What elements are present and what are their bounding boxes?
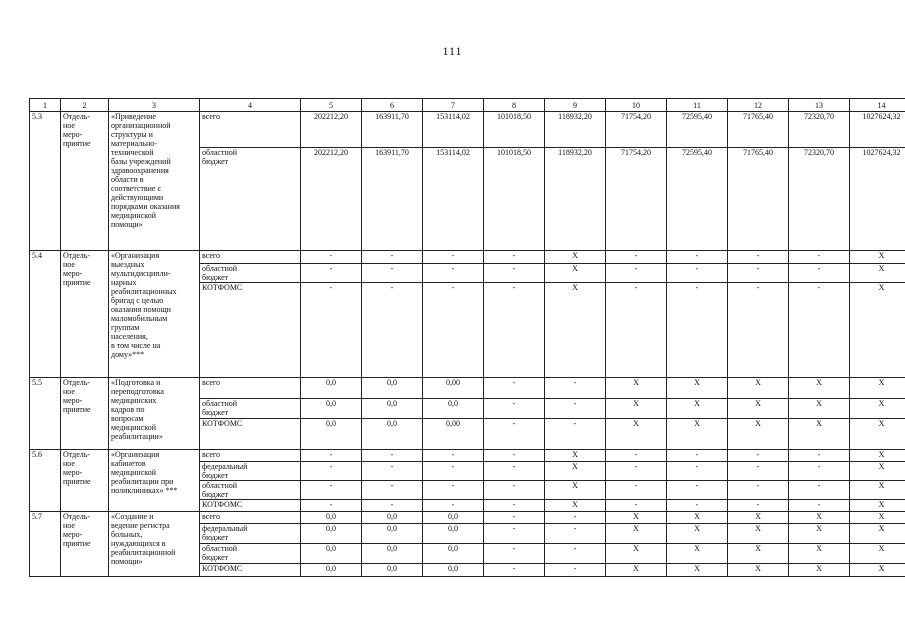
value-cell: 71765,40 bbox=[728, 148, 789, 251]
value-cell: 0,0 bbox=[423, 512, 484, 524]
value-cell: 72320,70 bbox=[789, 148, 850, 251]
value-cell: 0,0 bbox=[362, 399, 423, 419]
value-cell: X bbox=[667, 399, 728, 419]
value-cell: X bbox=[789, 564, 850, 577]
measure-description: «Организация кабинетов медицинской реабилитации при поликлиниках» *** bbox=[109, 450, 200, 512]
column-header: 1 bbox=[30, 99, 61, 112]
value-cell: - bbox=[606, 450, 667, 462]
value-cell: X bbox=[606, 378, 667, 399]
funding-source: областной бюджет bbox=[200, 399, 301, 419]
value-cell: 0,0 bbox=[362, 419, 423, 450]
value-cell: - bbox=[301, 450, 362, 462]
value-cell: - bbox=[728, 450, 789, 462]
value-cell: X bbox=[545, 251, 606, 264]
value-cell: X bbox=[850, 512, 905, 524]
value-cell: - bbox=[545, 564, 606, 577]
measure-code: 5.3 bbox=[30, 112, 61, 251]
value-cell: - bbox=[423, 283, 484, 378]
header-row bbox=[30, 99, 905, 112]
value-cell: 0,00 bbox=[423, 378, 484, 399]
value-cell: 202212,20 bbox=[301, 148, 362, 251]
value-cell: - bbox=[789, 481, 850, 500]
column-header: 8 bbox=[484, 99, 545, 112]
column-header: 3 bbox=[109, 99, 200, 112]
value-cell: - bbox=[728, 462, 789, 481]
value-cell: - bbox=[606, 283, 667, 378]
value-cell: - bbox=[728, 500, 789, 512]
value-cell: 118932,20 bbox=[545, 148, 606, 251]
column-header: 6 bbox=[362, 99, 423, 112]
value-cell: - bbox=[667, 481, 728, 500]
value-cell: - bbox=[667, 500, 728, 512]
value-cell: 0,0 bbox=[362, 524, 423, 544]
value-cell: - bbox=[423, 264, 484, 283]
funding-source: федеральный бюджет bbox=[200, 524, 301, 544]
value-cell: X bbox=[667, 544, 728, 564]
column-header: 2 bbox=[61, 99, 109, 112]
value-cell: X bbox=[728, 399, 789, 419]
value-cell: - bbox=[667, 264, 728, 283]
value-cell: - bbox=[362, 283, 423, 378]
value-cell: - bbox=[728, 481, 789, 500]
value-cell: 0,0 bbox=[423, 544, 484, 564]
value-cell: 1027624,32 bbox=[850, 112, 905, 148]
value-cell: - bbox=[423, 500, 484, 512]
column-header: 10 bbox=[606, 99, 667, 112]
table-body bbox=[30, 99, 905, 577]
column-header: 9 bbox=[545, 99, 606, 112]
funding-source: КОТФОМС bbox=[200, 564, 301, 577]
funding-source: всего bbox=[200, 512, 301, 524]
funding-source: КОТФОМС bbox=[200, 500, 301, 512]
value-cell: - bbox=[362, 264, 423, 283]
column-header: 4 bbox=[200, 99, 301, 112]
value-cell: - bbox=[484, 283, 545, 378]
value-cell: X bbox=[728, 419, 789, 450]
value-cell: X bbox=[850, 500, 905, 512]
value-cell: - bbox=[789, 462, 850, 481]
value-cell: X bbox=[606, 524, 667, 544]
value-cell: - bbox=[301, 481, 362, 500]
column-header: 5 bbox=[301, 99, 362, 112]
value-cell: - bbox=[362, 450, 423, 462]
value-cell: - bbox=[667, 462, 728, 481]
value-cell: X bbox=[545, 264, 606, 283]
value-cell: X bbox=[667, 524, 728, 544]
value-cell: - bbox=[484, 544, 545, 564]
funding-source: областной бюджет bbox=[200, 148, 301, 251]
value-cell: - bbox=[606, 500, 667, 512]
value-cell: - bbox=[301, 462, 362, 481]
value-cell: X bbox=[606, 544, 667, 564]
value-cell: 163911,70 bbox=[362, 112, 423, 148]
measure-type: Отдель- ное меро- приятие bbox=[61, 450, 109, 512]
value-cell: X bbox=[850, 450, 905, 462]
table-row bbox=[30, 512, 905, 524]
funding-source: федеральный бюджет bbox=[200, 462, 301, 481]
value-cell: - bbox=[423, 450, 484, 462]
value-cell: - bbox=[545, 399, 606, 419]
measure-description: «Создание и ведение регистра больных, нуждающихся в реабилитационной помощи» bbox=[109, 512, 200, 577]
page-number: 111 bbox=[442, 44, 463, 58]
value-cell: - bbox=[362, 462, 423, 481]
value-cell: - bbox=[301, 251, 362, 264]
value-cell: - bbox=[484, 399, 545, 419]
value-cell: X bbox=[789, 399, 850, 419]
value-cell: X bbox=[789, 512, 850, 524]
value-cell: - bbox=[728, 251, 789, 264]
value-cell: X bbox=[789, 524, 850, 544]
measure-code: 5.7 bbox=[30, 512, 61, 577]
value-cell: X bbox=[667, 564, 728, 577]
value-cell: X bbox=[850, 378, 905, 399]
funding-source: КОТФОМС bbox=[200, 283, 301, 378]
value-cell: - bbox=[484, 512, 545, 524]
value-cell: - bbox=[545, 378, 606, 399]
measure-code: 5.5 bbox=[30, 378, 61, 450]
measure-type: Отдель- ное меро- приятие bbox=[61, 378, 109, 450]
value-cell: - bbox=[484, 264, 545, 283]
value-cell: - bbox=[545, 544, 606, 564]
value-cell: 0,0 bbox=[301, 544, 362, 564]
value-cell: - bbox=[667, 450, 728, 462]
value-cell: - bbox=[789, 283, 850, 378]
value-cell: 0,0 bbox=[423, 399, 484, 419]
value-cell: 71754,20 bbox=[606, 148, 667, 251]
value-cell: 101018,50 bbox=[484, 112, 545, 148]
value-cell: - bbox=[484, 481, 545, 500]
value-cell: - bbox=[545, 512, 606, 524]
value-cell: 153114,02 bbox=[423, 112, 484, 148]
value-cell: X bbox=[850, 481, 905, 500]
measure-code: 5.4 bbox=[30, 251, 61, 378]
funding-source: КОТФОМС bbox=[200, 419, 301, 450]
measure-type: Отдель- ное меро- приятие bbox=[61, 512, 109, 577]
measure-code: 5.6 bbox=[30, 450, 61, 512]
value-cell: - bbox=[606, 264, 667, 283]
value-cell: X bbox=[850, 283, 905, 378]
value-cell: X bbox=[850, 564, 905, 577]
value-cell: 0,0 bbox=[301, 419, 362, 450]
value-cell: 0,0 bbox=[301, 399, 362, 419]
value-cell: 163911,70 bbox=[362, 148, 423, 251]
value-cell: X bbox=[545, 500, 606, 512]
value-cell: - bbox=[728, 264, 789, 283]
budget-table bbox=[29, 98, 905, 577]
value-cell: X bbox=[850, 524, 905, 544]
value-cell: 118932,20 bbox=[545, 112, 606, 148]
value-cell: - bbox=[484, 251, 545, 264]
value-cell: 101018,50 bbox=[484, 148, 545, 251]
column-header: 14 bbox=[850, 99, 905, 112]
value-cell: - bbox=[423, 462, 484, 481]
value-cell: - bbox=[362, 481, 423, 500]
value-cell: X bbox=[545, 283, 606, 378]
measure-type: Отдель- ное меро- приятие bbox=[61, 112, 109, 251]
value-cell: X bbox=[606, 399, 667, 419]
value-cell: X bbox=[789, 544, 850, 564]
value-cell: X bbox=[850, 419, 905, 450]
value-cell: - bbox=[301, 283, 362, 378]
measure-description: «Подготовка и переподготовка медицинских кадров по вопросам медицинской реабилитации» bbox=[109, 378, 200, 450]
value-cell: - bbox=[484, 419, 545, 450]
value-cell: - bbox=[789, 251, 850, 264]
value-cell: - bbox=[789, 450, 850, 462]
value-cell: X bbox=[667, 419, 728, 450]
value-cell: X bbox=[789, 419, 850, 450]
value-cell: - bbox=[484, 524, 545, 544]
value-cell: - bbox=[423, 481, 484, 500]
funding-source: всего bbox=[200, 251, 301, 264]
value-cell: - bbox=[301, 264, 362, 283]
value-cell: - bbox=[362, 500, 423, 512]
measure-description: «Организация выездных мультидисципли- нарных реабилитационных бригад с целью оказания помощи маломобильным группам населения, в том числе на дому»*** bbox=[109, 251, 200, 378]
table-row bbox=[30, 251, 905, 264]
value-cell: - bbox=[545, 524, 606, 544]
value-cell: 0,0 bbox=[362, 564, 423, 577]
value-cell: X bbox=[850, 264, 905, 283]
funding-source: областной бюджет bbox=[200, 544, 301, 564]
value-cell: - bbox=[301, 500, 362, 512]
column-header: 12 bbox=[728, 99, 789, 112]
value-cell: - bbox=[606, 251, 667, 264]
value-cell: X bbox=[545, 462, 606, 481]
value-cell: X bbox=[606, 512, 667, 524]
value-cell: 71754,20 bbox=[606, 112, 667, 148]
value-cell: - bbox=[545, 419, 606, 450]
value-cell: 72595,40 bbox=[667, 112, 728, 148]
value-cell: X bbox=[728, 524, 789, 544]
table-row bbox=[30, 378, 905, 399]
value-cell: X bbox=[850, 544, 905, 564]
value-cell: X bbox=[728, 544, 789, 564]
value-cell: X bbox=[850, 251, 905, 264]
value-cell: - bbox=[789, 264, 850, 283]
table-row bbox=[30, 450, 905, 462]
value-cell: - bbox=[484, 450, 545, 462]
value-cell: X bbox=[728, 512, 789, 524]
value-cell: X bbox=[728, 564, 789, 577]
funding-source: областной бюджет bbox=[200, 264, 301, 283]
value-cell: - bbox=[484, 564, 545, 577]
value-cell: 202212,20 bbox=[301, 112, 362, 148]
measure-type: Отдель- ное меро- приятие bbox=[61, 251, 109, 378]
value-cell: 72595,40 bbox=[667, 148, 728, 251]
value-cell: - bbox=[484, 462, 545, 481]
value-cell: - bbox=[484, 378, 545, 399]
value-cell: 0,0 bbox=[362, 512, 423, 524]
value-cell: 0,0 bbox=[301, 524, 362, 544]
table-row bbox=[30, 112, 905, 148]
value-cell: 0,0 bbox=[301, 512, 362, 524]
funding-source: областной бюджет bbox=[200, 481, 301, 500]
value-cell: - bbox=[484, 500, 545, 512]
value-cell: - bbox=[728, 283, 789, 378]
value-cell: - bbox=[667, 283, 728, 378]
funding-source: всего bbox=[200, 378, 301, 399]
value-cell: - bbox=[789, 500, 850, 512]
value-cell: X bbox=[850, 399, 905, 419]
value-cell: X bbox=[850, 462, 905, 481]
column-header: 11 bbox=[667, 99, 728, 112]
value-cell: X bbox=[545, 481, 606, 500]
column-header: 13 bbox=[789, 99, 850, 112]
value-cell: - bbox=[667, 251, 728, 264]
value-cell: X bbox=[728, 378, 789, 399]
value-cell: 153114,02 bbox=[423, 148, 484, 251]
value-cell: - bbox=[423, 251, 484, 264]
value-cell: 72320,70 bbox=[789, 112, 850, 148]
value-cell: 1027624,32 bbox=[850, 148, 905, 251]
value-cell: 0,0 bbox=[301, 378, 362, 399]
value-cell: 0,0 bbox=[362, 544, 423, 564]
funding-source: всего bbox=[200, 450, 301, 462]
value-cell: 0,0 bbox=[423, 564, 484, 577]
value-cell: X bbox=[667, 512, 728, 524]
value-cell: - bbox=[362, 251, 423, 264]
value-cell: X bbox=[667, 378, 728, 399]
value-cell: 0,0 bbox=[301, 564, 362, 577]
funding-source: всего bbox=[200, 112, 301, 148]
value-cell: - bbox=[606, 481, 667, 500]
measure-description: «Приведение организационной структуры и материально- технической базы учреждений здравоохранения области в соответствие с действующими порядками оказания медицинской помощи» bbox=[109, 112, 200, 251]
value-cell: X bbox=[606, 564, 667, 577]
value-cell: X bbox=[606, 419, 667, 450]
value-cell: - bbox=[606, 462, 667, 481]
value-cell: 0,0 bbox=[362, 378, 423, 399]
value-cell: 71765,40 bbox=[728, 112, 789, 148]
column-header: 7 bbox=[423, 99, 484, 112]
value-cell: X bbox=[789, 378, 850, 399]
value-cell: 0,0 bbox=[423, 524, 484, 544]
value-cell: 0,00 bbox=[423, 419, 484, 450]
value-cell: X bbox=[545, 450, 606, 462]
